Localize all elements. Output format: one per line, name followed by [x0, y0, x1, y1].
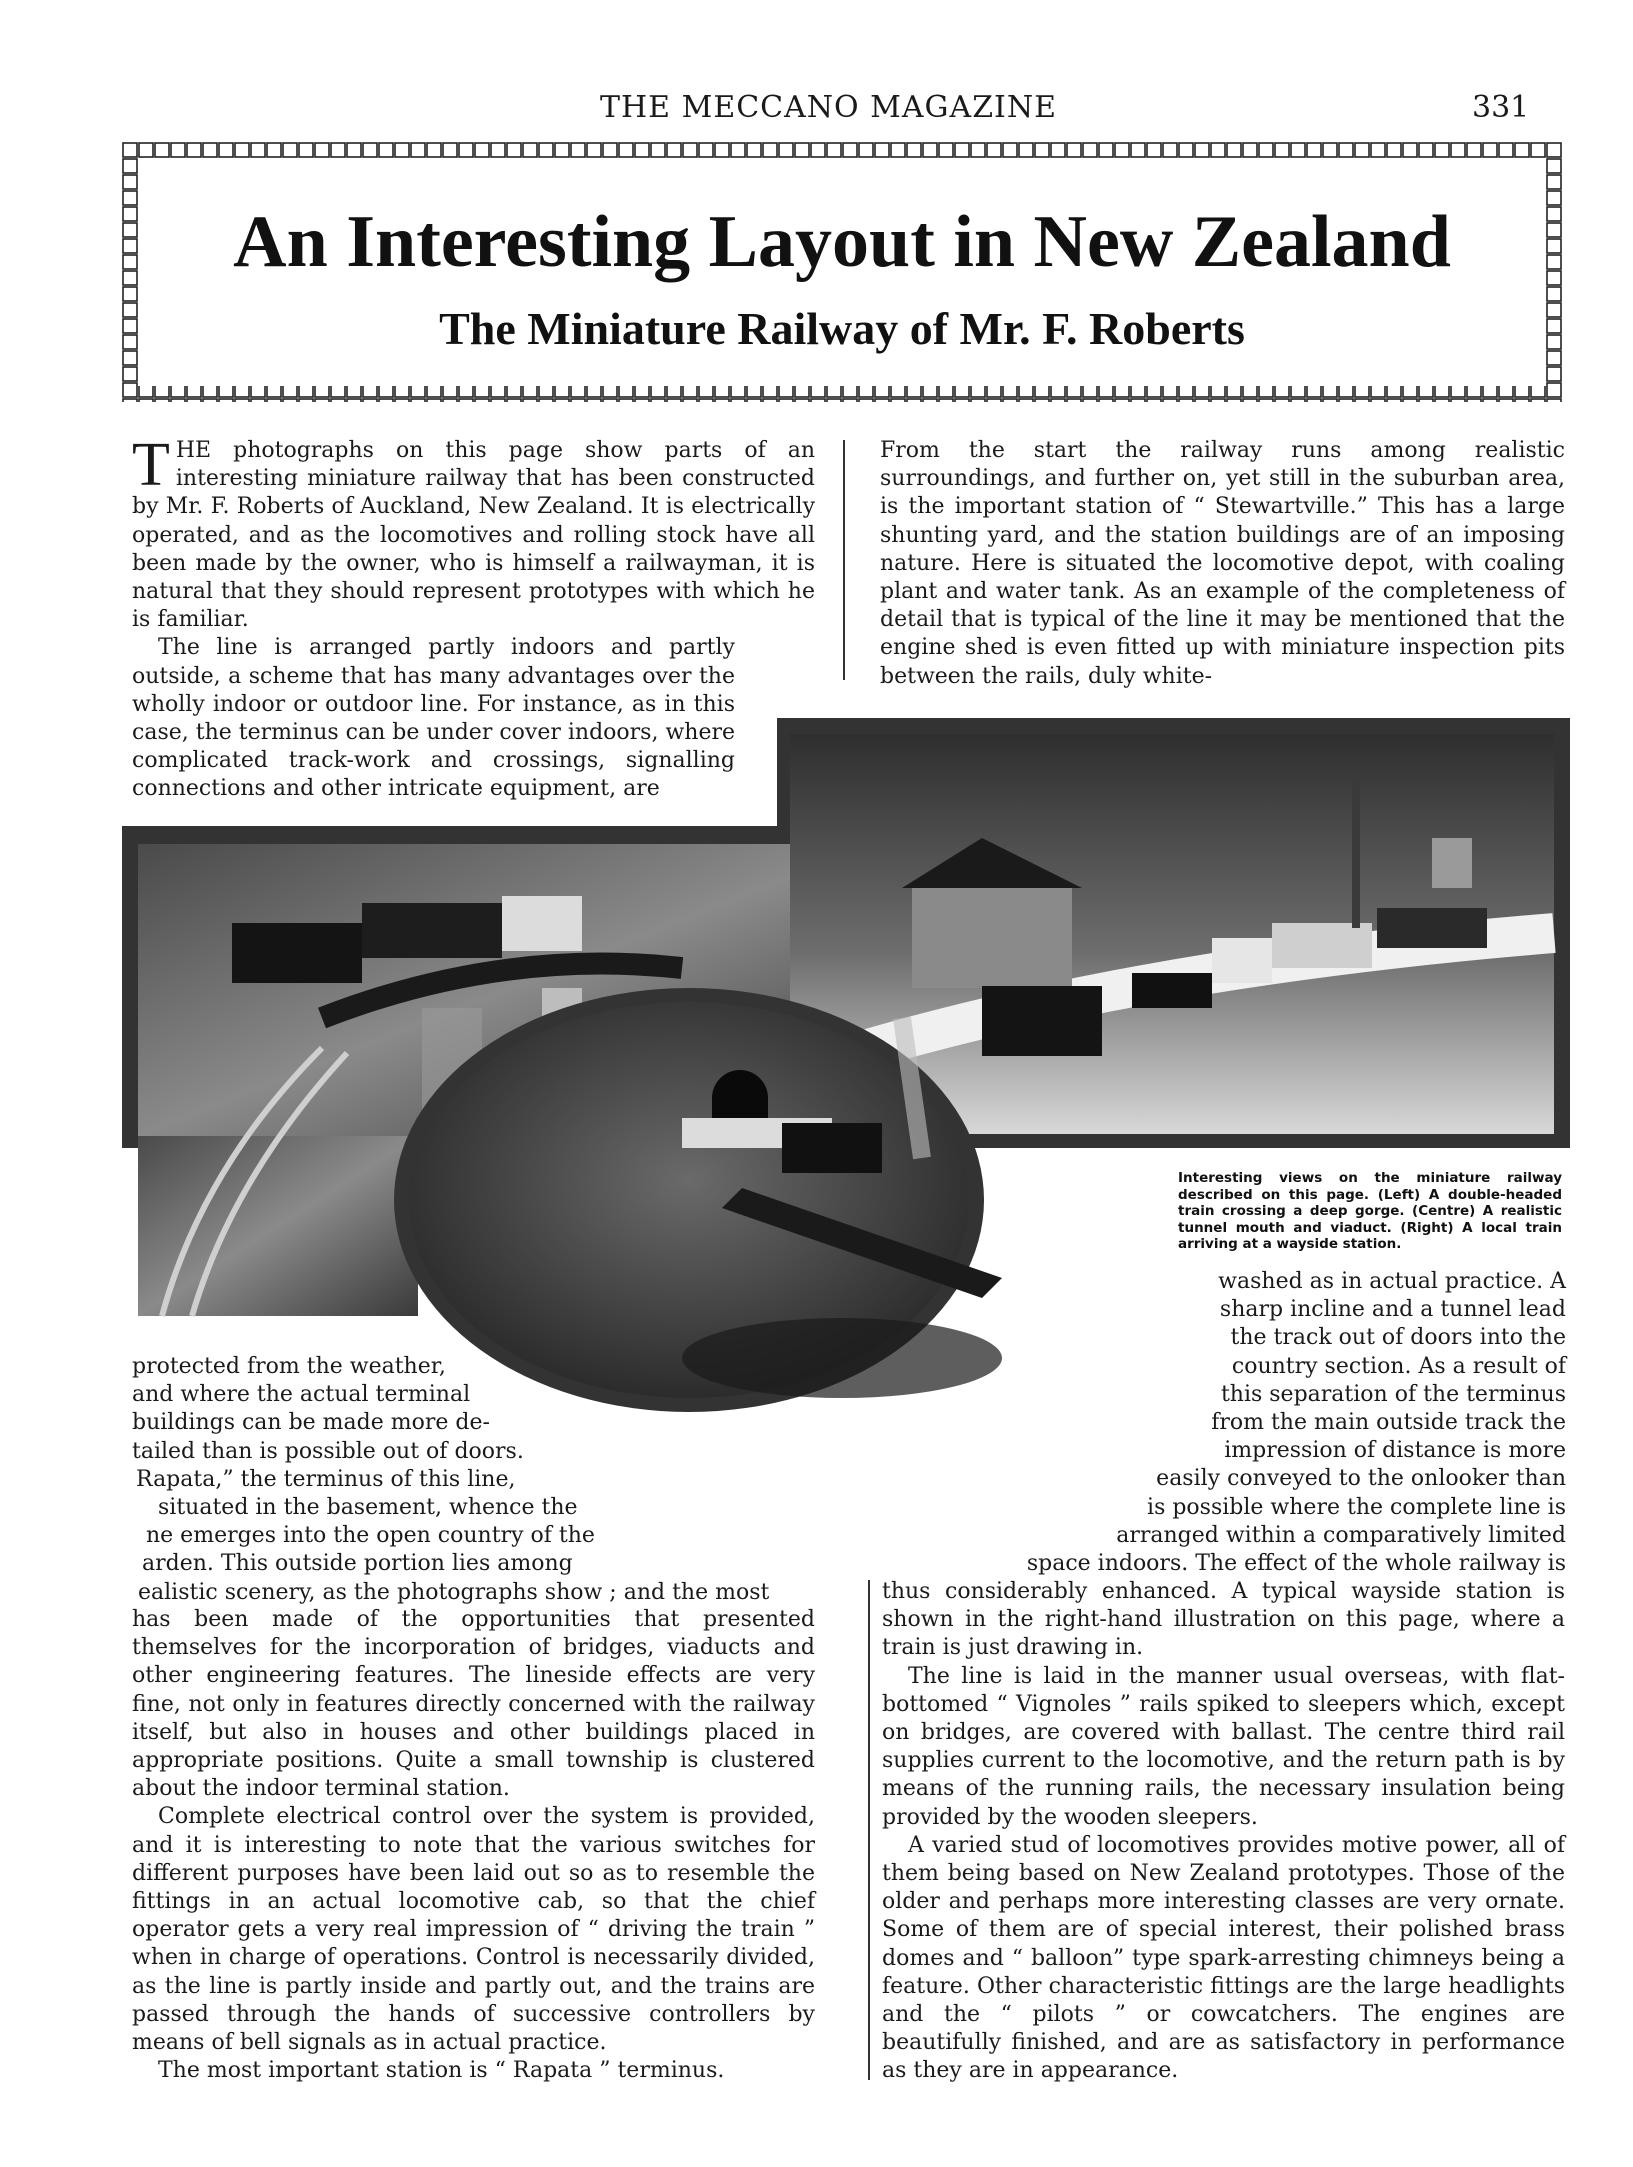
text-line: space indoors. The effect of the whole railway is — [1026, 1551, 1566, 1577]
photo-centre-tunnel-viaduct — [394, 988, 1002, 1412]
running-head — [0, 90, 1633, 130]
text-line: arden. This outside portion lies among — [142, 1551, 573, 1577]
drop-cap: T — [132, 431, 170, 499]
text-line: Rapata,” the terminus of this line, — [136, 1466, 516, 1492]
column1-bottom-text — [132, 1606, 815, 2085]
text-line: situated in the basement, whence the — [158, 1495, 578, 1521]
text-line: is possible where the complete line is — [1147, 1494, 1566, 1520]
text-line: this separation of the terminus — [1220, 1381, 1566, 1407]
text-line: buildings can be made more de- — [132, 1410, 490, 1436]
column2-wrap-text — [1000, 1268, 1566, 1578]
article-title: An Interesting Layout in New Zealand — [233, 201, 1451, 283]
paragraph: HE photographs on this page show parts of an interesting miniature railway that has been constructed by Mr. F. Roberts of Auckland, New Zealand. It is electrically operated, and as the locomotives and rolling stock have all been made by the owner, who is himself a railwayman, it is natural that they should represent prototypes with which he is familiar. — [132, 438, 815, 633]
title-box — [122, 142, 1562, 402]
text-line: sharp incline and a tunnel lead — [1219, 1297, 1566, 1323]
column-rule-top — [843, 440, 845, 680]
photo-caption: Interesting views on the miniature railway described on this page. (Left) A double-headed train crossing a deep gorge. (Centre) A realistic tunnel mouth and viaduct. (Right) A local train arriving at a wayside station. — [1178, 1170, 1562, 1252]
text-line: washed as in actual practice. A — [1218, 1269, 1566, 1294]
article-subtitle: The Miniature Railway of Mr. F. Roberts — [439, 303, 1245, 354]
text-line: from the main outside track the — [1211, 1410, 1566, 1436]
column2-bottom-text — [882, 1578, 1565, 2086]
paragraph: From the start the railway runs among realistic surroundings, and further on, yet still in the suburban area, is the important station of “ Stewartville.” This has a large shunting yard, and the station buildings are of an imposing nature. Here is situated the locomotive depot, with coaling plant and water tank. As an example of the completeness of detail that is typical of the line it may be mentioned that the engine shed is even fitted up with miniature inspection pits between the rails, duly white- — [880, 438, 1565, 689]
column1-wrap-text — [132, 1353, 822, 1607]
column2-top-text — [880, 437, 1565, 691]
paragraph: The most important station is “ Rapata ” terminus. — [158, 2058, 725, 2084]
paragraph: The line is laid in the manner usual overseas, with flat-bottomed “ Vignoles ” rails spiked to sleepers which, except on bridges, are covered with ballast. The centre third rail supplies current to the locomotive, and the return path is by means of the running rails, the necessary insulation being provided by the wooden sleepers. — [882, 1663, 1565, 1830]
column-rule-bottom — [868, 1580, 870, 2080]
paragraph: Complete electrical control over the system is provided, and it is interesting to note that the various switches for different purposes have been laid out so as to resemble the fittings in an actual locomotive cab, so that the chief operator gets a very real impression of “ driving the train ” when in charge of operations. Control is necessarily divided, as the line is partly inside and partly out, and the trains are passed through the hands of successive controllers by means of bell signals as in actual practice. — [132, 1804, 815, 2056]
text-line: arranged within a comparatively limited — [1116, 1522, 1566, 1548]
text-line: and where the actual terminal — [132, 1382, 471, 1408]
text-line: protected from the weather, — [132, 1354, 446, 1379]
page-number: 331 — [1472, 90, 1530, 125]
text-line: the track out of doors into the — [1230, 1325, 1566, 1351]
paragraph: has been made of the opportunities that presented themselves for the incorporation of bridges, viaducts and other engineering features. The lineside effects are very fine, not only in features directly concerned with the railway itself, but also in houses and other buildings placed in appropriate positions. Quite a small township is clustered about the indoor terminal station. — [132, 1607, 815, 1802]
text-line: ne emerges into the open country of the — [146, 1523, 595, 1549]
text-line: country section. As a result of — [1231, 1353, 1566, 1379]
text-line: tailed than is possible out of doors. — [132, 1438, 524, 1464]
text-line: easily conveyed to the onlooker than — [1156, 1466, 1566, 1492]
paragraph: A varied stud of locomotives provides motive power, all of them being based on New Zealand prototypes. Those of the older and perhaps more interesting classes are very ornate. Some of them are of special interest, their polished brass domes and “ balloon” type spark-arresting chimneys being a feature. Other characteristic fittings are the large headlights and the “ pilots ” or cowcatchers. The engines are beautifully finished, and are as satisfactory in performance as they are in appearance. — [882, 1832, 1565, 2084]
paragraph: thus considerably enhanced. A typical wayside station is shown in the right-hand illustration on this page, where a train is just drawing in. — [882, 1579, 1565, 1661]
text-line: impression of distance is more — [1224, 1438, 1566, 1464]
paragraph: The line is arranged partly indoors and partly outside, a scheme that has many advantages over the wholly indoor or outdoor line. For instance, as in this case, the terminus can be under cover indoors, where complicated track-work and crossings, signalling connections and other intricate equipment, are — [132, 635, 735, 802]
magazine-title: THE MECCANO MAGAZINE — [600, 90, 1058, 125]
text-line: ealistic scenery, as the photographs show ; and the most — [138, 1579, 770, 1605]
